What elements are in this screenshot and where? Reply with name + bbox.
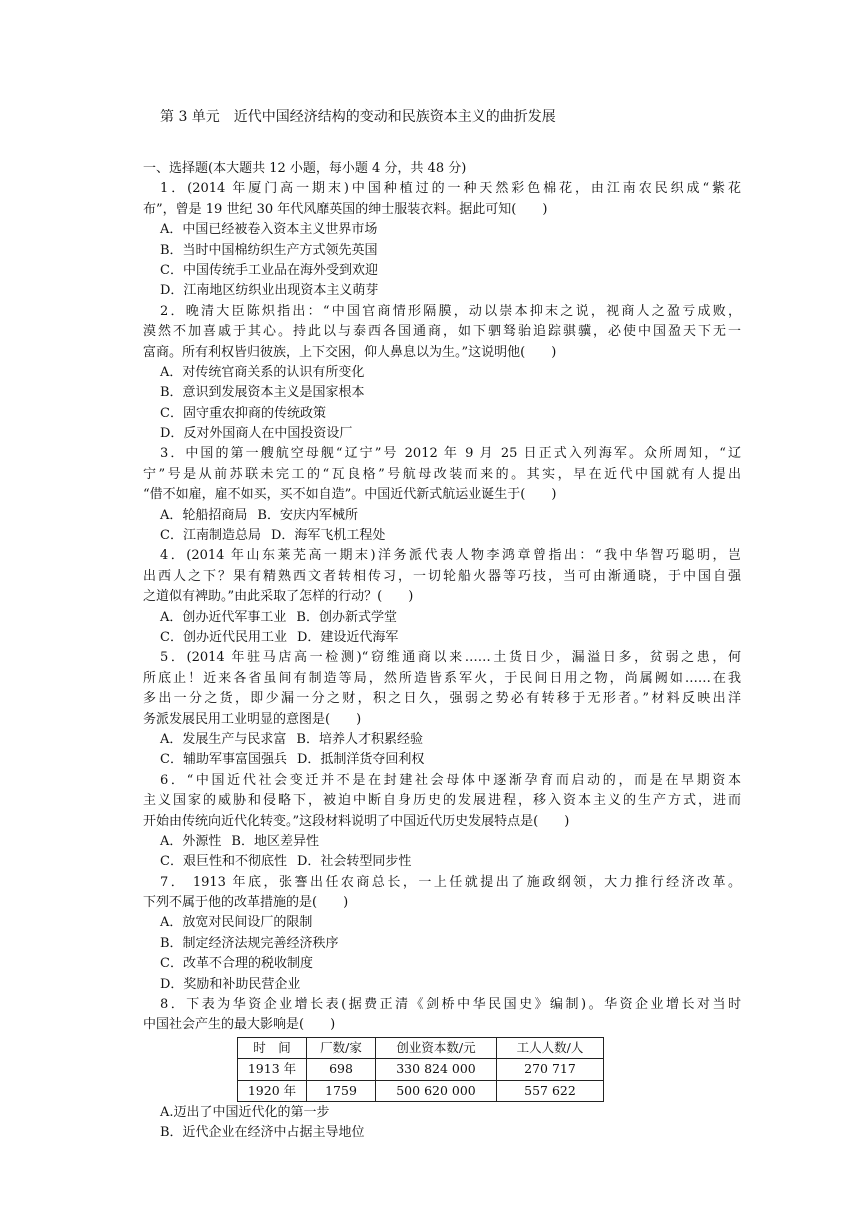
answer-option-row [143,526,741,546]
section-heading: 一、选择题(本大题共 12 小题，每小题 4 分，共 48 分) [143,161,467,176]
question-stem-line: 6．“中国近代社会变迁并不是在封建社会母体中逐渐孕育而启动的，而是在早期资本 [160,772,741,788]
table-cell: 1913 年 [238,1059,307,1080]
question-6 [143,771,741,873]
answer-option: C．江南制造总局 [160,528,261,544]
question-stem-line: 所底止！近来各省虽间有制造等局，然所造皆系军火，于民间日用之物，尚属阙如……在我 [143,670,741,686]
answer-option-row [143,608,741,628]
question-stem-line: 3．中国的第一艘航空母舰“辽宁”号 2012 年 9 月 25 日正式入列海军。众所周知，“辽 [160,446,741,462]
answer-option: A．外源性 [160,833,222,849]
table-cell: 500 620 000 [376,1080,497,1101]
answer-option: D．社会转型同步性 [296,854,412,870]
answer-option: C．固守重农抑商的传统政策 [160,405,326,421]
answer-option-row [143,506,741,526]
question-stem-line: 宁”号是从前苏联未完工的“瓦良格”号航母改装而来的。其实，早在近代中国就有人提出 [143,466,741,482]
answer-option: C．中国传统手工业品在海外受到欢迎 [160,262,378,278]
table-cell: 1759 [307,1080,376,1101]
enterprise-growth-table [237,1037,604,1102]
table-cell: 270 717 [497,1059,604,1080]
question-stem-line: 主义国家的威胁和侵略下，被迫中断自身历史的发展进程，移入资本主义的生产方式，进而 [143,793,741,809]
question-stem-line: 之道似有裨助。”由此采取了怎样的行动？( ) [143,589,414,605]
answer-option-row [143,750,741,770]
answer-option: D．江南地区纺织业出现资本主义萌芽 [160,283,379,299]
table-cell: 1920 年 [238,1080,307,1101]
answer-option: B．意识到发展资本主义是国家根本 [160,385,365,401]
question-stem-line: 下列不属于他的改革措施的是( ) [143,895,349,911]
answer-option: A．中国已经被卷入资本主义世界市场 [160,222,378,238]
answer-option: C．艰巨性和不彻底性 [160,854,287,870]
table-cell: 698 [307,1059,376,1080]
question-stem-line: 中国社会产生的最大影响是( ) [143,1017,336,1033]
question-stem-line: 7． 1913 年底，张謇出任农商总长，一上任就提出了施政纲领，大力推行经济改革。 [160,874,741,890]
question-stem-line: 开始由传统向近代化转变。”这段材料说明了中国近代历史发展特点是( ) [143,813,570,829]
answer-option: B．安庆内军械所 [257,507,358,523]
question-stem-line: 富商。所有利权皆归彼族，上下交困，仰人鼻息以为生。”这说明他( ) [143,344,557,360]
answer-option: D．海军飞机工程处 [270,528,386,544]
table-header-cell: 创业资本数/元 [376,1037,497,1058]
question-3 [143,444,741,546]
answer-option: B．培养人才积累经验 [296,731,423,747]
answer-option-row [143,832,741,852]
question-4 [143,546,741,648]
answer-option: B．制定经济法规完善经济秩序 [160,935,339,951]
question-stem-line: 布”，曾是 19 世纪 30 年代风靡英国的绅士服装衣料。据此可知( ) [143,201,548,217]
question-8 [143,995,741,1144]
question-content [143,159,741,1144]
answer-option-row [143,628,741,648]
answer-option: B．创办新式学堂 [296,609,397,625]
answer-option: D．建设近代海军 [296,629,399,645]
answer-option: D．抵制洋货夺回利权 [296,752,425,768]
answer-option: D．反对外国商人在中国投资设厂 [160,426,353,442]
unit-title: 第 3 单元 近代中国经济结构的变动和民族资本主义的曲折发展 [160,109,556,125]
question-stem-line: “借不如雇，雇不如买，买不如自造”。中国近代新式航运业诞生于( ) [143,487,557,503]
table-row [238,1080,604,1101]
question-1 [143,179,741,301]
answer-option: A.迈出了中国近代化的第一步 [160,1105,330,1121]
question-stem-line: 出西人之下？果有精熟西文者转相传习，一切轮船火器等巧技，当可由渐通晓，于中国自强 [143,568,741,584]
answer-option: B．地区差异性 [231,833,319,849]
question-7 [143,873,741,995]
answer-option-row [143,852,741,872]
question-5 [143,648,741,770]
question-stem-line: 5．(2014 年驻马店高一检测)“窃维通商以来……土货日少，漏溢日多，贫弱之患，何 [160,650,741,666]
answer-option-row [143,730,741,750]
question-stem-line: 漠然不加喜戚于其心。持此以与泰西各国通商，如下驷驽骀追踪骐骥，必使中国盈天下无一 [143,324,741,340]
table-header-row [238,1037,604,1058]
table-cell: 330 824 000 [376,1059,497,1080]
table-header-cell: 时 间 [238,1037,307,1058]
answer-option: A．发展生产与民求富 [160,731,287,747]
table-header-cell: 工人人数/人 [497,1037,604,1058]
question-2 [143,302,741,445]
answer-option: A．放宽对民间设厂的限制 [160,915,313,931]
answer-option: A．轮船招商局 [160,507,248,523]
answer-option: A．对传统官商关系的认识有所变化 [160,364,365,380]
answer-option: D．奖励和补助民营企业 [160,976,301,992]
answer-option: B．近代企业在经济中占据主导地位 [160,1125,365,1141]
question-stem-line: 4．(2014 年山东莱芜高一期末)洋务派代表人物李鸿章曾指出：“我中华智巧聪明，岂 [160,548,741,564]
answer-option: C．改革不合理的税收制度 [160,956,313,972]
question-stem-line: 务派发展民用工业明显的意图是( ) [143,711,362,727]
answer-option: C．创办近代民用工业 [160,629,287,645]
table-row [238,1059,604,1080]
question-stem-line: 1．(2014 年厦门高一期末)中国种植过的一种天然彩色棉花，由江南农民织成“紫花 [160,181,741,197]
question-stem-line: 2．晚清大臣陈炽指出：“中国官商情形隔膜，动以崇本抑末之说，视商人之盈亏成败， [160,303,741,319]
table-header-cell: 厂数/家 [307,1037,376,1058]
question-stem-line: 多出一分之货，即少漏一分之财，积之日久，强弱之势必有转移于无形者。”材料反映出洋 [143,691,741,707]
answer-option: A．创办近代军事工业 [160,609,287,625]
table-cell: 557 622 [497,1080,604,1101]
answer-option: C．辅助军事富国强兵 [160,752,287,768]
answer-option: B．当时中国棉纺织生产方式领先英国 [160,242,378,258]
question-stem-line: 8．下表为华资企业增长表(据费正清《剑桥中华民国史》编制)。华资企业增长对当时 [160,997,741,1013]
